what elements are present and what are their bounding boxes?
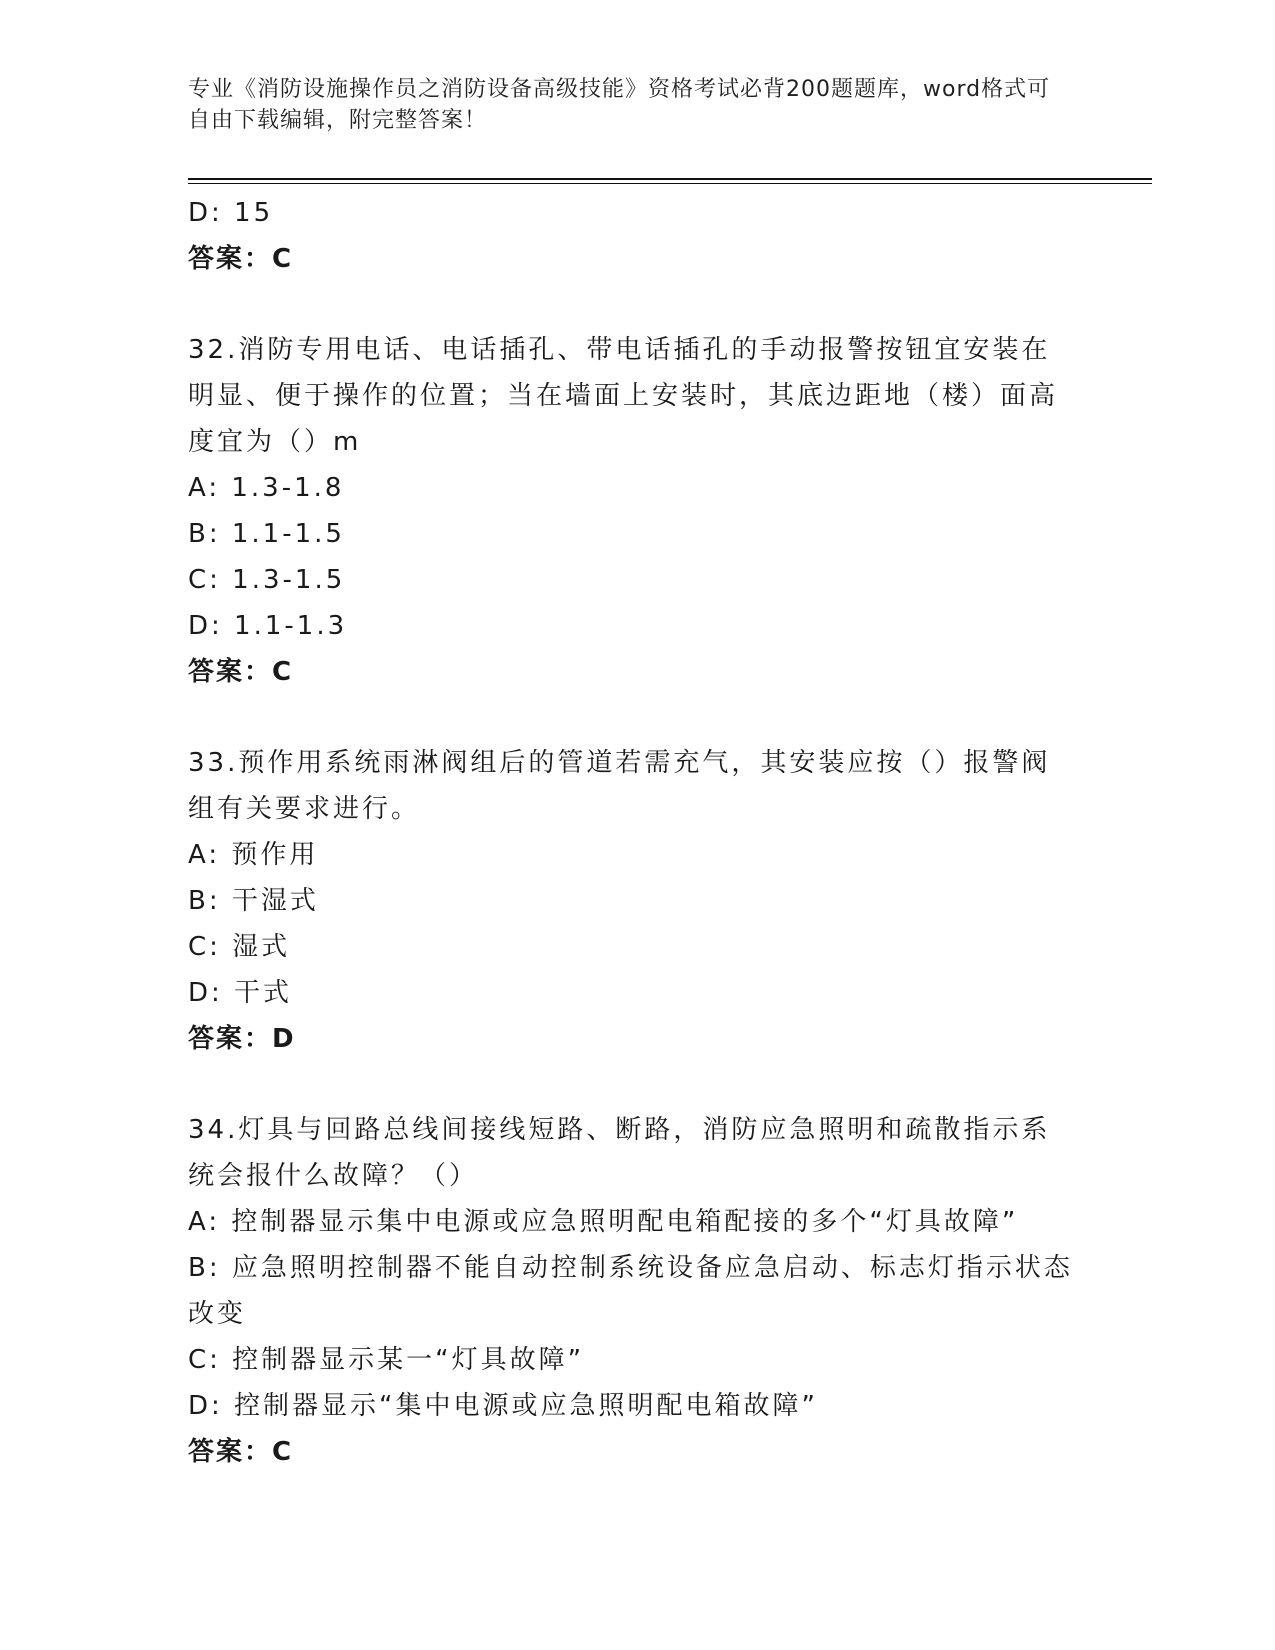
option-c: C: 湿式 [188,932,291,962]
option-c: C: 控制器显示某一“灯具故障” [188,1345,585,1375]
question-32 [188,327,1088,695]
option-d: D: 控制器显示“集中电源或应急照明配电箱故障” [188,1391,818,1421]
question-34 [188,1107,1088,1475]
answer-label: 答案：C [188,1437,294,1467]
page-header: 专业《消防设施操作员之消防设备高级技能》资格考试必背200题题库，word格式可自由下载编辑，附完整答案！ [188,77,1051,133]
carryover-block [188,190,1088,282]
question-33 [188,740,1088,1062]
option-d: D: 15 [188,198,274,228]
option-b: B: 干湿式 [188,886,319,916]
option-d: D: 1.1-1.3 [188,611,348,641]
answer-label: 答案：C [188,244,294,274]
option-a: A: 1.3-1.8 [188,473,345,503]
question-stem: 34.灯具与回路总线间接线短路、断路，消防应急照明和疏散指示系统会报什么故障？（） [188,1115,1051,1191]
option-a: A: 预作用 [188,840,319,870]
question-stem: 32.消防专用电话、电话插孔、带电话插孔的手动报警按钮宜安装在明显、便于操作的位置；当在墙面上安装时，其底边距地（楼）面高度宜为（）m [188,335,1059,457]
question-list [188,190,1088,1475]
option-c: C: 1.3-1.5 [188,565,346,595]
option-b: B: 1.1-1.5 [188,519,345,549]
header-divider [188,178,1152,180]
option-a: A: 控制器显示集中电源或应急照明配电箱配接的多个“灯具故障” [188,1207,1019,1237]
header-divider-thin [188,183,1152,184]
option-d: D: 干式 [188,978,293,1008]
answer-label: 答案：C [188,657,294,687]
answer-label: 答案：D [188,1024,296,1054]
question-stem: 33.预作用系统雨淋阀组后的管道若需充气，其安装应按（）报警阀组有关要求进行。 [188,748,1051,824]
option-b: B: 应急照明控制器不能自动控制系统设备应急启动、标志灯指示状态改变 [188,1253,1073,1329]
